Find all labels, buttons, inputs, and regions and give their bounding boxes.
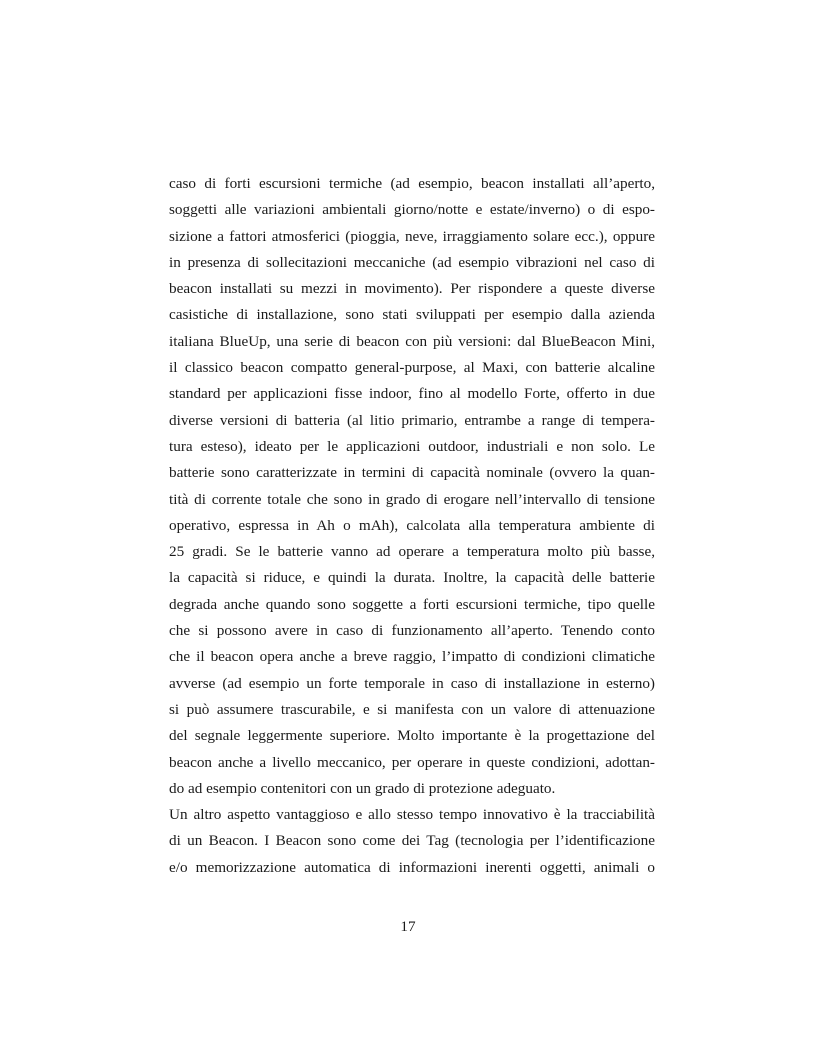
text-line: soggetti alle variazioni ambientali giorno/notte e estate/inverno) o di espo- bbox=[169, 201, 655, 219]
text-line: di un Beacon. I Beacon sono come dei Tag (tecnologia per l’identificazione bbox=[169, 832, 655, 850]
text-line: beacon anche a livello meccanico, per operare in queste condizioni, adottan- bbox=[169, 753, 655, 771]
text-line: che si possono avere in caso di funzionamento all’aperto. Tenendo conto bbox=[169, 622, 655, 640]
text-line: italiana BlueUp, una serie di beacon con più versioni: dal BlueBeacon Mini, bbox=[169, 332, 655, 350]
text-line: casistiche di installazione, sono stati sviluppati per esempio dalla azienda bbox=[169, 306, 655, 324]
text-line: la capacità si riduce, e quindi la durata. Inoltre, la capacità delle batterie bbox=[169, 569, 655, 587]
text-line: Un altro aspetto vantaggioso e allo stesso tempo innovativo è la tracciabilità bbox=[169, 806, 655, 824]
text-line: che il beacon opera anche a breve raggio, l’impatto di condizioni climatiche bbox=[169, 648, 655, 666]
text-line: 25 gradi. Se le batterie vanno ad operare a temperatura molto più basse, bbox=[169, 543, 655, 561]
body-text bbox=[169, 171, 655, 881]
text-line: del segnale leggermente superiore. Molto importante è la progettazione del bbox=[169, 727, 655, 745]
text-line: tità di corrente totale che sono in grado di erogare nell’intervallo di tensione bbox=[169, 490, 655, 508]
text-line: sizione a fattori atmosferici (pioggia, neve, irraggiamento solare ecc.), oppure bbox=[169, 227, 655, 245]
text-line: e/o memorizzazione automatica di informazioni inerenti oggetti, animali o bbox=[169, 858, 655, 876]
text-line: operativo, espressa in Ah o mAh), calcolata alla temperatura ambiente di bbox=[169, 516, 655, 534]
text-line: standard per applicazioni fisse indoor, fino al modello Forte, offerto in due bbox=[169, 385, 655, 403]
text-line: beacon installati su mezzi in movimento). Per rispondere a queste diverse bbox=[169, 280, 655, 298]
text-line: degrada anche quando sono soggette a forti escursioni termiche, tipo quelle bbox=[169, 595, 655, 613]
text-line: caso di forti escursioni termiche (ad esempio, beacon installati all’aperto, bbox=[169, 175, 655, 192]
text-line: avverse (ad esempio un forte temporale in caso di installazione in esterno) bbox=[169, 674, 655, 692]
text-line: tura esteso), ideato per le applicazioni outdoor, industriali e non solo. Le bbox=[169, 437, 655, 455]
text-line: do ad esempio contenitori con un grado di protezione adeguato. bbox=[169, 779, 556, 797]
text-line: diverse versioni di batteria (al litio primario, entrambe a range di tempera- bbox=[169, 411, 655, 429]
text-line: in presenza di sollecitazioni meccaniche (ad esempio vibrazioni nel caso di bbox=[169, 253, 655, 271]
text-line: il classico beacon compatto general-purpose, al Maxi, con batterie alcaline bbox=[169, 359, 655, 377]
page-number: 17 bbox=[400, 918, 416, 935]
text-line: si può assumere trascurabile, e si manifesta con un valore di attenuazione bbox=[169, 700, 655, 718]
text-line: batterie sono caratterizzate in termini di capacità nominale (ovvero la quan- bbox=[169, 464, 655, 482]
